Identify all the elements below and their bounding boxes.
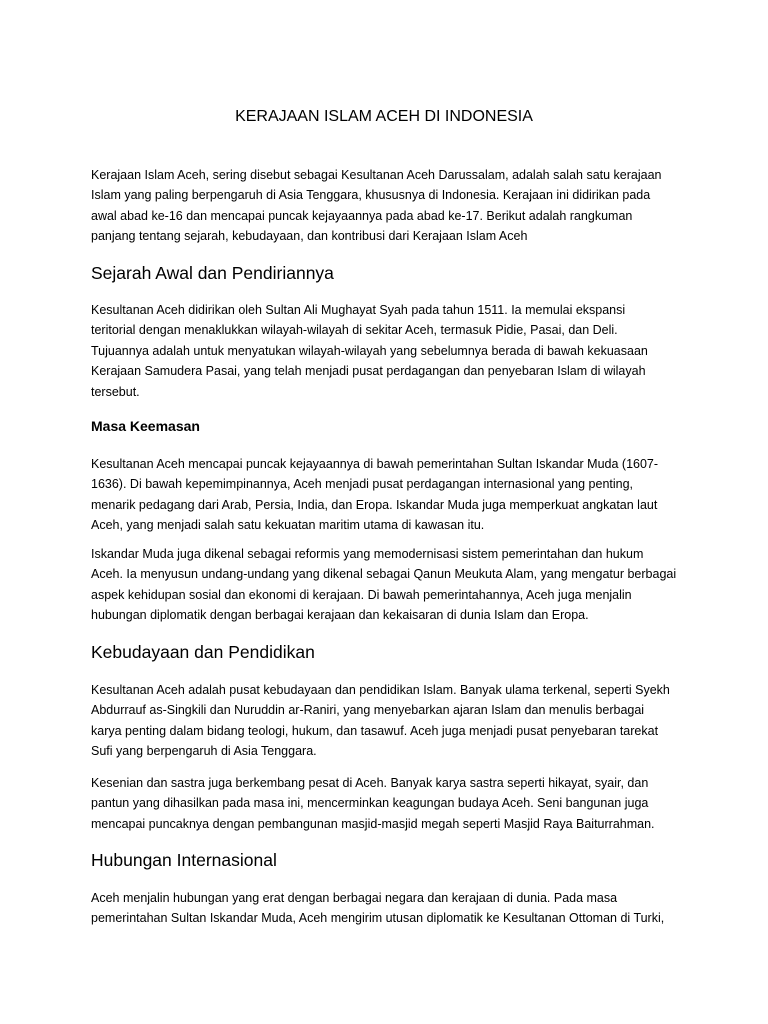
keemasan-paragraph-2 (91, 544, 681, 626)
keemasan-paragraph-1 (91, 454, 681, 536)
text-line: mencapai puncaknya dengan pembangunan masjid-masjid megah seperti Masjid Raya Baiturrahman. (91, 816, 655, 831)
kebudayaan-paragraph-1 (91, 680, 681, 762)
text-line: panjang tentang sejarah, kebudayaan, dan kontribusi dari Kerajaan Islam Aceh (91, 229, 528, 244)
text-line: Kesultanan Aceh didirikan oleh Sultan Ali Mughayat Syah pada tahun 1511. Ia memulai ekspansi (91, 303, 626, 317)
text-line: karya penting dalam bidang teologi, hukum, dan tasawuf. Aceh juga menjadi pusat penyebaran tarekat (91, 723, 659, 738)
text-line: 1636). Di bawah kepemimpinannya, Aceh menjadi pusat perdagangan internasional yang penting, (91, 477, 634, 492)
text-line: Kesenian dan sastra juga berkembang pesat di Aceh. Banyak karya sastra seperti hikayat, syair, dan (91, 776, 649, 790)
text-line: Islam yang paling berpengaruh di Asia Tenggara, khususnya di Indonesia. Kerajaan ini didirikan pada (91, 188, 651, 203)
text-line: Kerajaan Samudera Pasai, yang telah menjadi pusat perdagangan dan penyebaran Islam di wilayah (91, 364, 646, 379)
heading-hubungan-internasional: Hubungan Internasional (91, 850, 277, 870)
text-line: Aceh. Ia menyusun undang-undang yang dikenal sebagai Qanun Meukuta Alam, yang mengatur berbagai (91, 567, 677, 582)
intro-paragraph (91, 165, 681, 247)
text-line: Kerajaan Islam Aceh, sering disebut sebagai Kesultanan Aceh Darussalam, adalah salah satu kerajaan (91, 168, 662, 182)
text-line: Iskandar Muda juga dikenal sebagai reformis yang memodernisasi sistem pemerintahan dan hukum (91, 547, 644, 561)
text-line: hubungan diplomatik dengan berbagai kerajaan dan kekaisaran di dunia Islam dan Eropa. (91, 608, 589, 623)
heading-masa-keemasan: Masa Keemasan (91, 418, 200, 434)
text-line: Sufi yang berpengaruh di Asia Tenggara. (91, 744, 317, 759)
text-line: Kesultanan Aceh mencapai puncak kejayaannya di bawah pemerintahan Sultan Iskandar Muda (1607- (91, 457, 659, 471)
text-line: Aceh menjalin hubungan yang erat dengan berbagai negara dan kerajaan di dunia. Pada masa (91, 891, 618, 905)
hubungan-paragraph (91, 888, 681, 929)
text-line: awal abad ke-16 dan mencapai puncak kejayaannya pada abad ke-17. Berikut adalah rangkuman (91, 208, 633, 223)
kebudayaan-paragraph-2 (91, 773, 681, 834)
text-line: menarik pedagang dari Arab, Persia, India, dan Eropa. Iskandar Muda juga memperkuat angkatan laut (91, 497, 658, 512)
text-line: Tujuannya adalah untuk menyatukan wilayah-wilayah yang sebelumnya berada di bawah kekuasaan (91, 343, 648, 358)
heading-sejarah: Sejarah Awal dan Pendiriannya (91, 263, 334, 283)
text-line: aspek kehidupan sosial dan ekonomi di kerajaan. Di bawah pemerintahannya, Aceh juga menjalin (91, 587, 632, 602)
text-line: teritorial dengan menaklukkan wilayah-wilayah di sekitar Aceh, termasuk Pidie, Pasai, dan Deli. (91, 323, 618, 338)
text-line: pemerintahan Sultan Iskandar Muda, Aceh mengirim utusan diplomatik ke Kesultanan Ottoman di Turki, (91, 911, 665, 926)
text-line: Abdurrauf as-Singkili dan Nuruddin ar-Raniri, yang menyebarkan ajaran Islam dan menulis berbagai (91, 703, 645, 718)
heading-kebudayaan: Kebudayaan dan Pendidikan (91, 642, 315, 662)
sejarah-paragraph (91, 300, 681, 402)
text-line: tersebut. (91, 384, 140, 399)
text-line: Kesultanan Aceh adalah pusat kebudayaan dan pendidikan Islam. Banyak ulama terkenal, seperti Syekh (91, 683, 670, 697)
document-title: KERAJAAN ISLAM ACEH DI INDONESIA (235, 107, 533, 125)
text-line: Aceh, yang menjadi salah satu kekuatan maritim utama di kawasan itu. (91, 518, 485, 533)
text-line: pantun yang dihasilkan pada masa ini, mencerminkan keagungan budaya Aceh. Seni bangunan juga (91, 796, 649, 811)
